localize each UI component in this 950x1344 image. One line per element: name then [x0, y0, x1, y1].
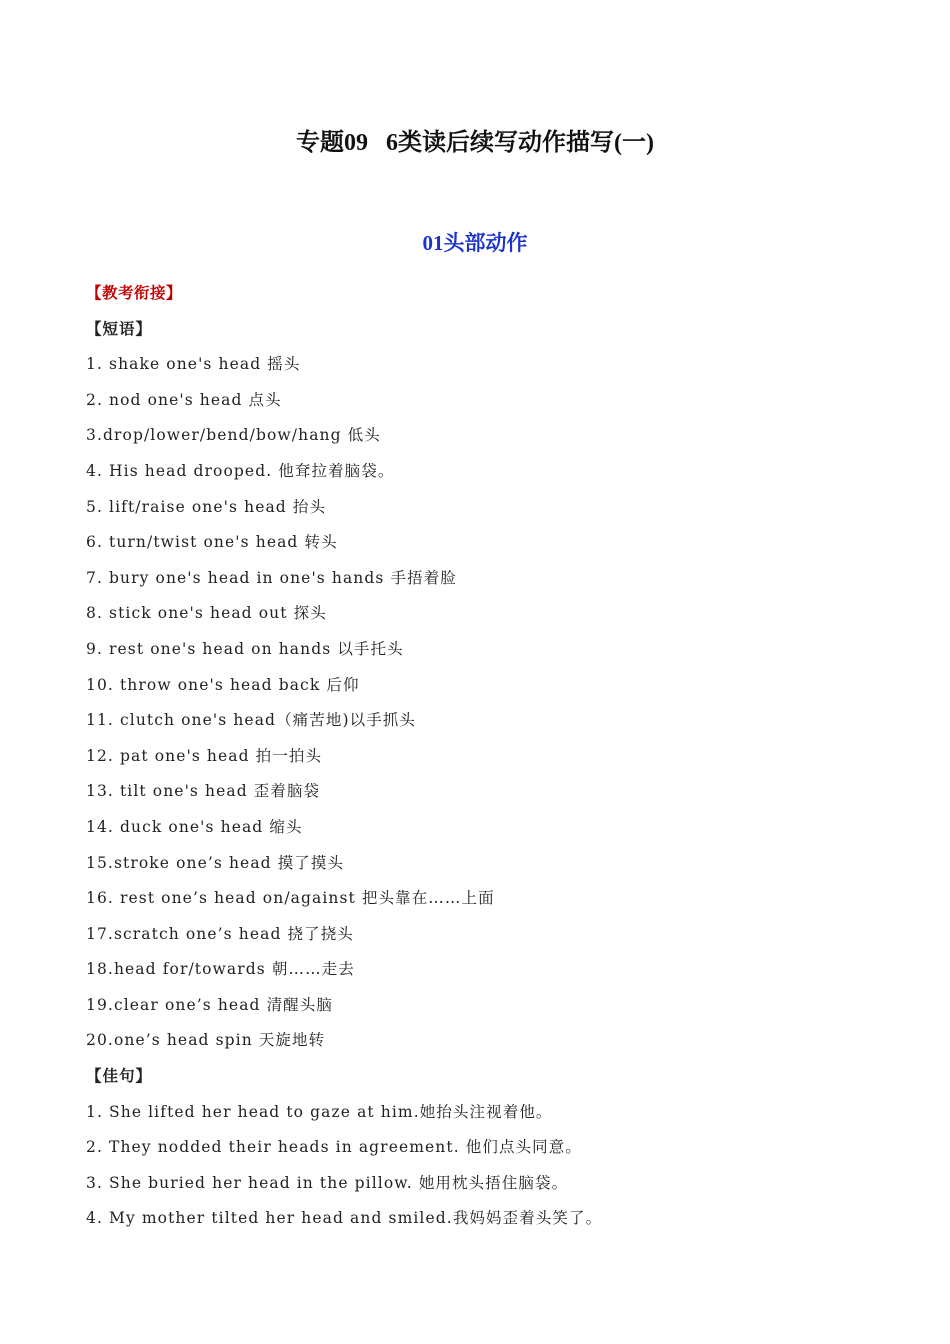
phrase-item: 6. turn/twist one's head 转头 [86, 533, 338, 552]
sentence-item: 4. My mother tilted her head and smiled.我妈妈歪着头笑了。 [86, 1209, 603, 1228]
phrase-item: 17.scratch one’s head 挠了挠头 [86, 924, 354, 943]
phrase-item: 19.clear one’s head 清醒头脑 [86, 995, 333, 1014]
phrases-label: 【短语】 [86, 318, 153, 338]
document-title: 专题09 6类读后续写动作描写(一) [296, 130, 654, 156]
phrase-list [86, 349, 886, 1061]
link-label-line [86, 278, 886, 314]
phrase-item: 13. tilt one's head 歪着脑袋 [86, 782, 321, 801]
phrase-item: 5. lift/raise one's head 抬头 [86, 497, 327, 516]
phrase-item: 3.drop/lower/bend/bow/hang 低头 [86, 426, 381, 445]
document-body [86, 278, 886, 1239]
sentence-item: 1. She lifted her head to gaze at him.她抬头注视着他。 [86, 1102, 553, 1121]
sentence-item: 3. She buried her head in the pillow. 她用枕头捂住脑袋。 [86, 1173, 569, 1192]
phrase-item: 15.stroke one’s head 摸了摸头 [86, 853, 345, 872]
phrase-item: 20.one’s head spin 天旋地转 [86, 1031, 326, 1050]
phrase-item: 12. pat one's head 拍一拍头 [86, 746, 323, 765]
phrase-item: 10. throw one's head back 后仰 [86, 675, 360, 694]
phrase-item: 14. duck one's head 缩头 [86, 817, 303, 836]
phrases-label-line [86, 314, 886, 350]
sentences-label-line [86, 1061, 886, 1097]
phrase-item: 9. rest one's head on hands 以手托头 [86, 639, 404, 658]
sentence-list [86, 1097, 886, 1239]
phrase-item: 2. nod one's head 点头 [86, 390, 282, 409]
phrase-item: 16. rest one’s head on/against 把头靠在……上面 [86, 889, 495, 908]
section-title: 01头部动作 [422, 231, 528, 255]
phrase-item: 1. shake one's head 摇头 [86, 355, 301, 374]
phrase-item: 7. bury one's head in one's hands 手捂着脸 [86, 568, 457, 587]
sentences-label: 【佳句】 [86, 1066, 153, 1086]
link-label: 【教考衔接】 [86, 283, 183, 302]
sentence-item: 2. They nodded their heads in agreement. 他们点头同意。 [86, 1138, 582, 1157]
phrase-item: 8. stick one's head out 探头 [86, 604, 327, 623]
phrase-item: 11. clutch one's head（痛苦地)以手抓头 [86, 711, 417, 730]
phrase-item: 4. His head drooped. 他耷拉着脑袋。 [86, 461, 395, 480]
phrase-item: 18.head for/towards 朝……走去 [86, 960, 355, 979]
